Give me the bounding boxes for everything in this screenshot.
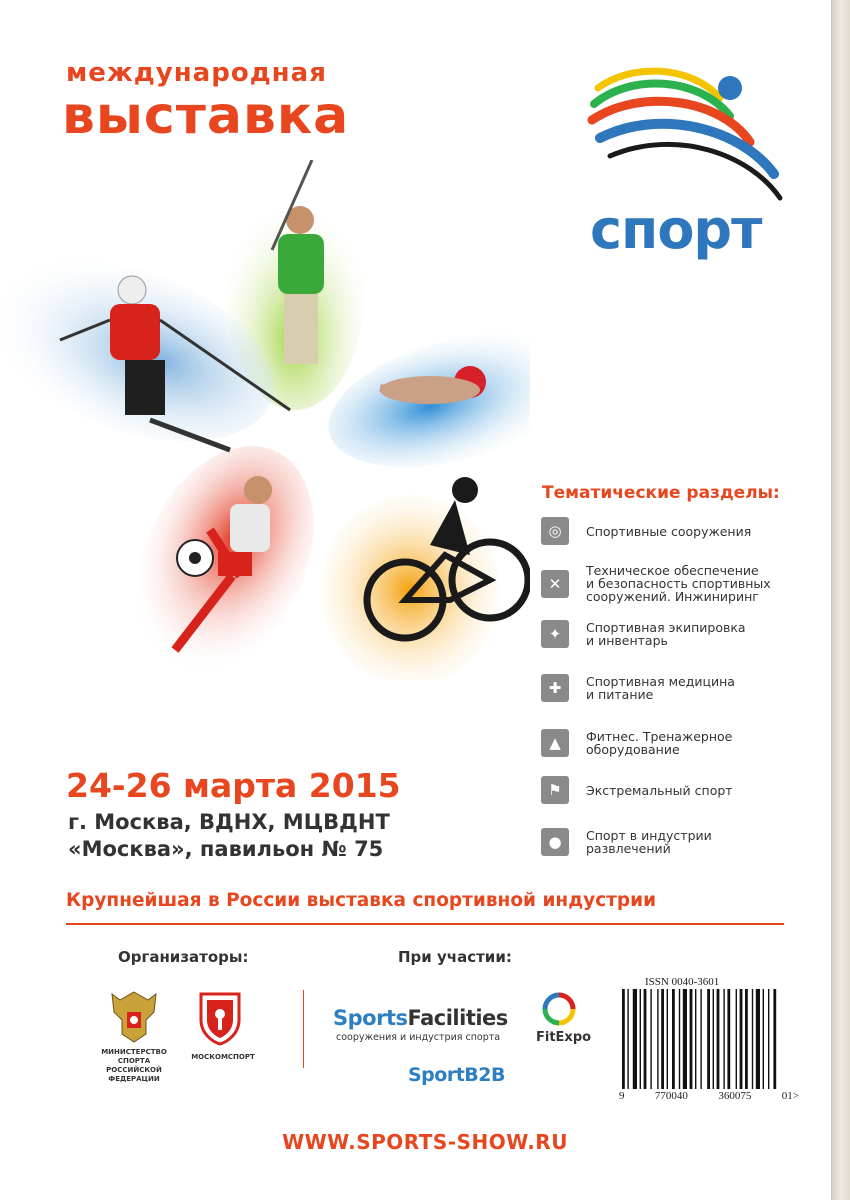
barcode-digit-group: 360075 xyxy=(718,1090,752,1102)
sport-logo-text: спорт xyxy=(590,198,762,261)
participants-title: При участии: xyxy=(398,948,512,966)
title-line-2: выставка xyxy=(62,86,350,146)
fitexpo-ring-icon xyxy=(542,992,576,1026)
title-line-1: международная xyxy=(66,58,327,88)
tools-icon: ✕ xyxy=(541,570,569,598)
double-eagle-emblem xyxy=(108,986,160,1046)
section-item xyxy=(541,564,786,603)
sections-title: Тематические разделы: xyxy=(542,483,780,503)
motocross-icon: ⚑ xyxy=(541,776,569,804)
moskomsport-label: МОСКОМСПОРТ xyxy=(191,1053,255,1061)
section-label: Спортивные сооружения xyxy=(586,523,752,539)
section-label: Техническое обеспечение и безопасность спортивных сооружений. Инжиниринг xyxy=(586,563,771,604)
organizers-divider xyxy=(303,990,304,1068)
section-item xyxy=(541,828,786,856)
barcode-digit-group: 01> xyxy=(781,1090,799,1102)
magazine-spine xyxy=(832,0,850,1200)
issn-number: ISSN 0040-3601 xyxy=(645,976,720,988)
barcode xyxy=(620,989,800,1091)
section-label: Спортивная экипировка и инвентарь xyxy=(586,620,746,648)
barcode-digit-group: 9 xyxy=(619,1090,625,1102)
barcode-digits xyxy=(619,1090,799,1102)
minsport-label: МИНИСТЕРСТВО СПОРТА РОССИЙСКОЙ ФЕДЕРАЦИИ xyxy=(101,1048,167,1083)
sportsfacilities-subtitle: сооружения и индустрия спорта xyxy=(336,1032,501,1043)
spine-edge xyxy=(831,0,832,1200)
slogan: Крупнейшая в России выставка спортивной индустрии xyxy=(66,890,657,911)
divider xyxy=(66,923,784,925)
sports-collage-illustration xyxy=(0,160,530,680)
section-label: Фитнес. Тренажерное оборудование xyxy=(586,729,733,757)
event-venue-line-1: г. Москва, ВДНХ, МЦВДНТ xyxy=(68,810,390,834)
barcode-digit-group: 770040 xyxy=(654,1090,688,1102)
sportsfacilities-part-b: Facilities xyxy=(407,1006,508,1030)
fitexpo-label: FitExpo xyxy=(536,1030,592,1045)
sportsfacilities-part-a: Sports xyxy=(333,1006,408,1030)
event-venue-line-2: «Москва», павильон № 75 xyxy=(68,837,384,861)
bowling-icon: ● xyxy=(541,828,569,856)
section-item xyxy=(541,729,786,757)
organizers-title: Организаторы: xyxy=(118,948,249,966)
section-label: Экстремальный спорт xyxy=(586,782,733,798)
section-item xyxy=(541,776,786,804)
equipment-icon: ✦ xyxy=(541,620,569,648)
moscow-coat-of-arms-icon xyxy=(197,990,243,1046)
section-label: Спорт в индустрии развлечений xyxy=(586,828,712,856)
event-date: 24-26 марта 2015 xyxy=(66,766,401,805)
section-item xyxy=(541,674,786,702)
section-item xyxy=(541,517,786,545)
stadium-icon: ◎ xyxy=(541,517,569,545)
medical-kit-icon: ✚ xyxy=(541,674,569,702)
website-url: WWW.SPORTS-SHOW.RU xyxy=(282,1130,568,1154)
sportb2b-logo: SportB2B xyxy=(408,1064,505,1086)
treadmill-icon: ▲ xyxy=(541,729,569,757)
section-label: Спортивная медицина и питание xyxy=(586,674,735,702)
section-item xyxy=(541,620,786,648)
sportsfacilities-logo xyxy=(333,1006,508,1030)
